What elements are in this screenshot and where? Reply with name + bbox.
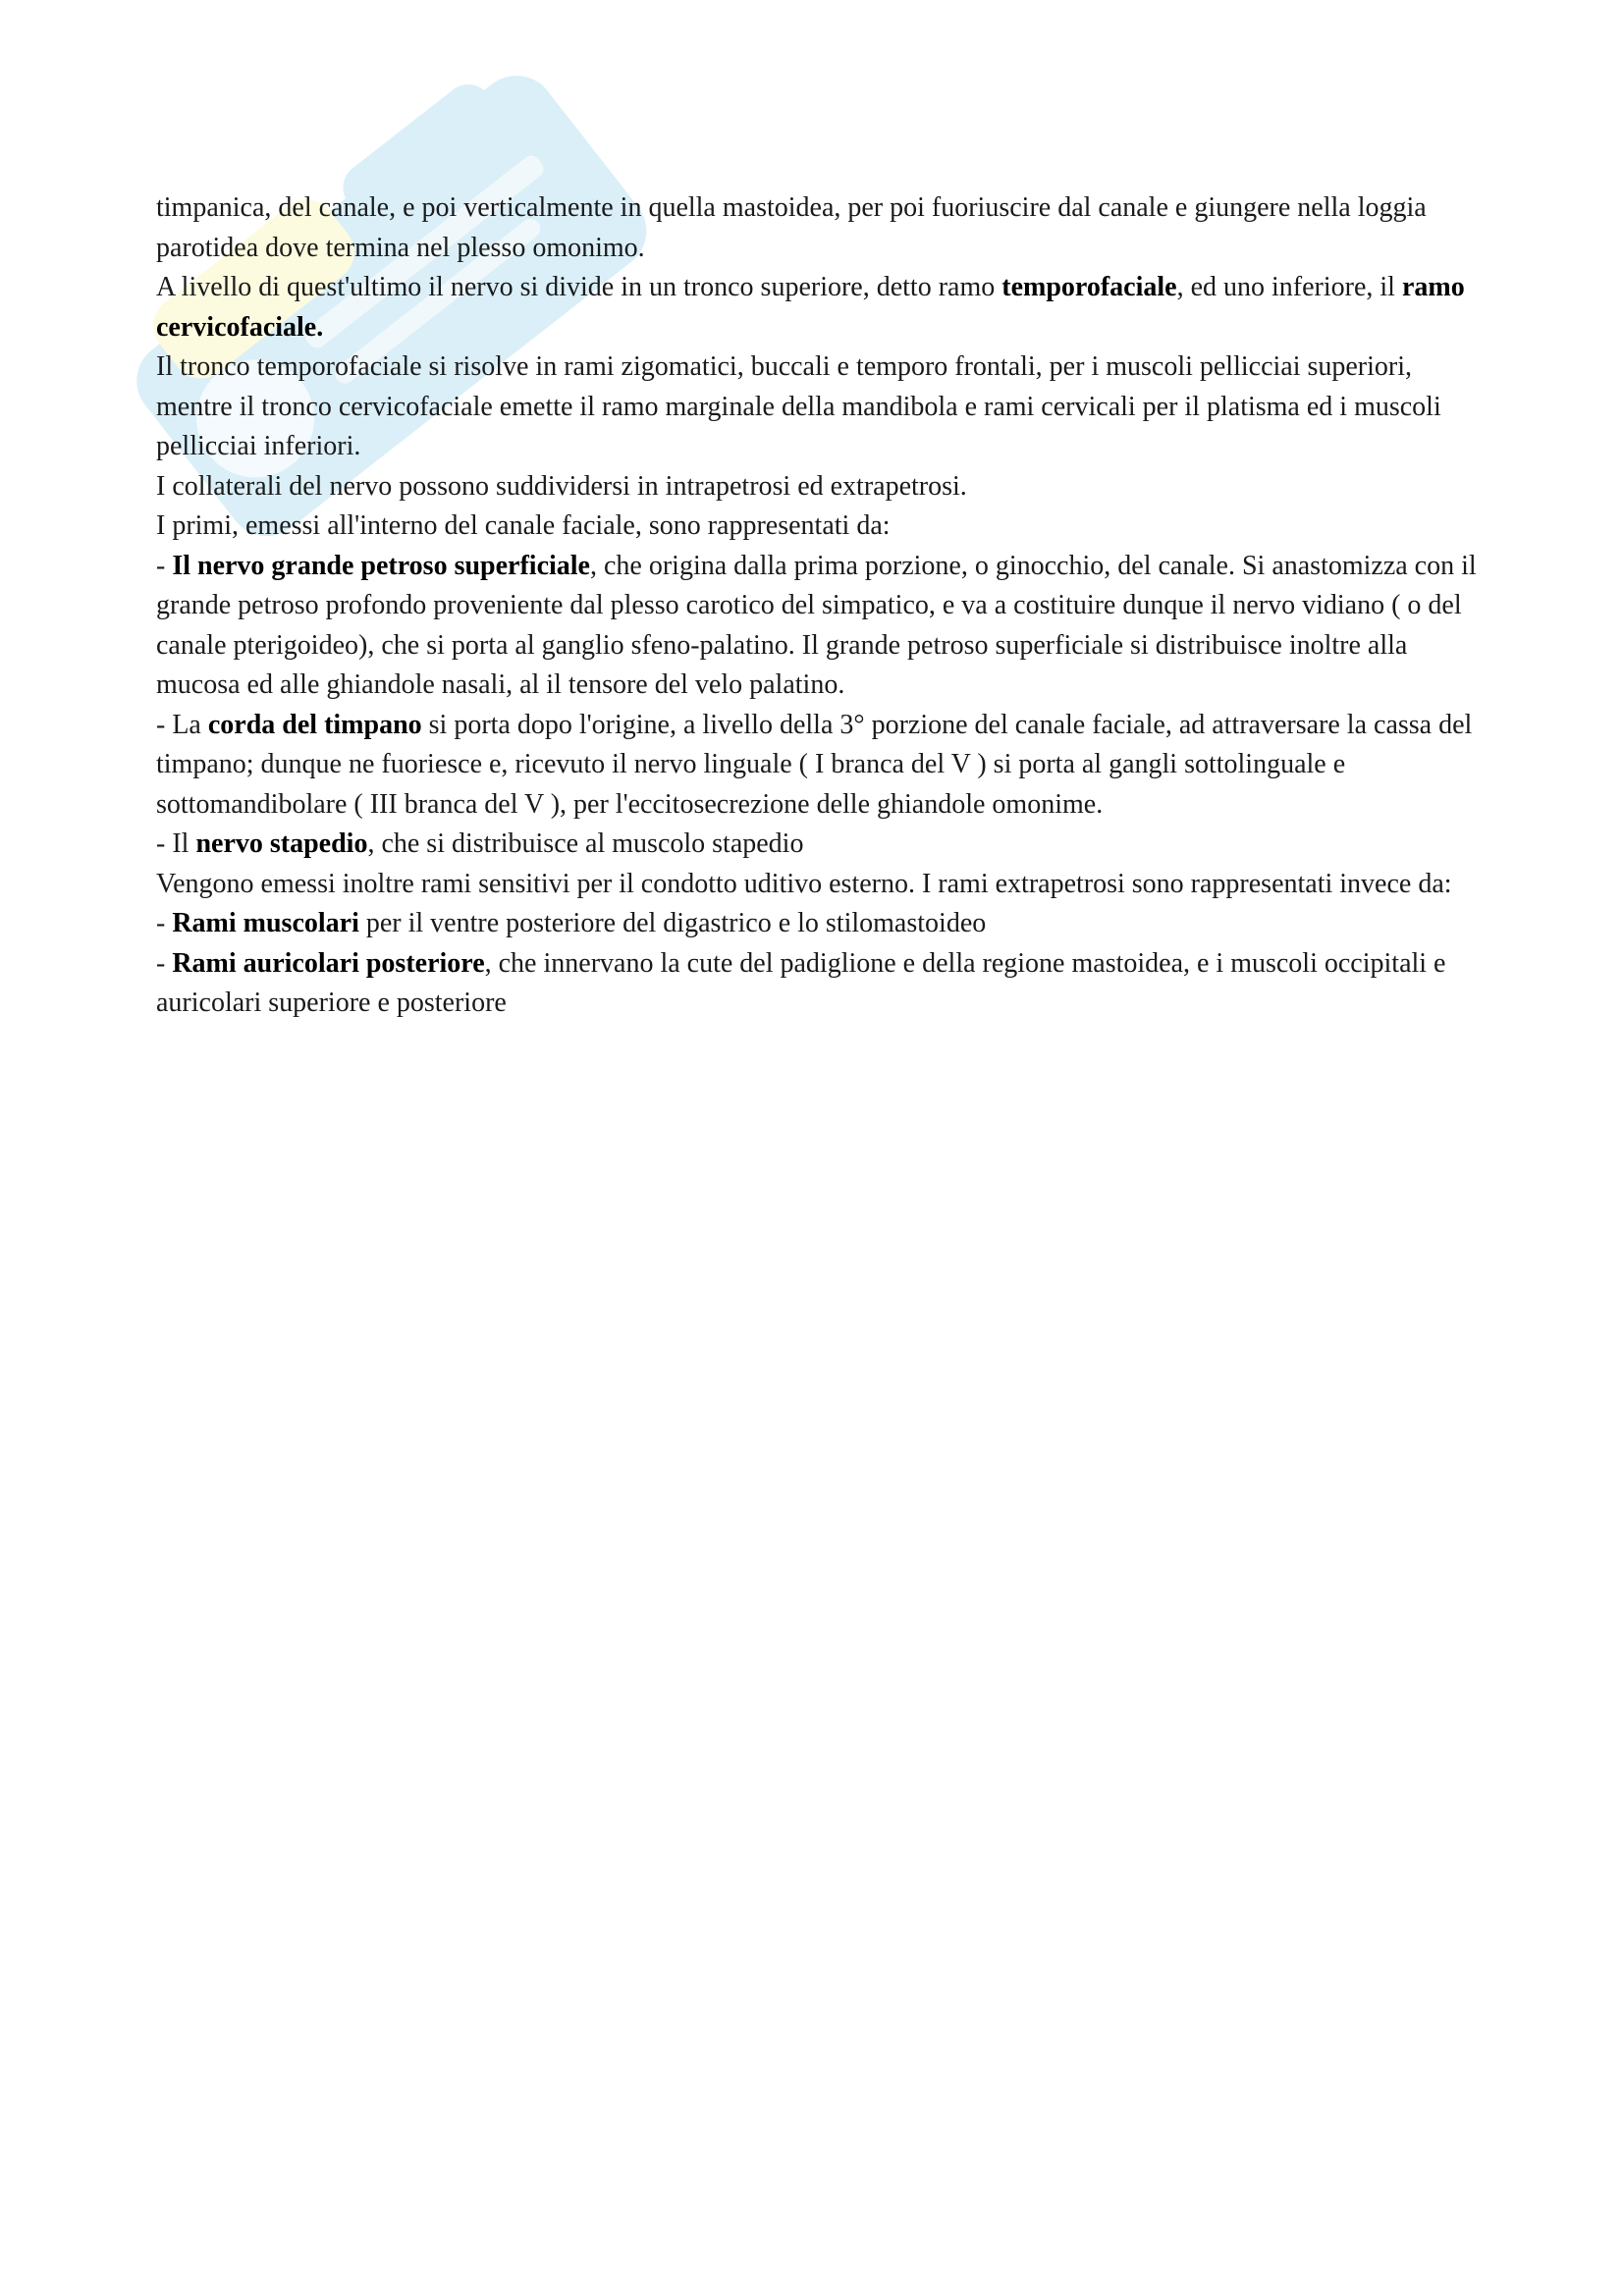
paragraph — [156, 904, 1482, 944]
bold-term: Il nervo grande petroso superficiale — [172, 550, 590, 581]
text-run: Il tronco temporofaciale si risolve in rami zigomatici, buccali e temporo frontali, per i muscoli pellicciai superiori, mentre il tronco cervicofaciale emette il ramo marginale della mandibola e rami cervicali per il platisma ed i muscoli pellicciai inferiori. — [156, 351, 1441, 461]
text-run: si porta dopo l'origine, a livello della 3° porzione del canale faciale, ad attraversare la cassa del timpano; dunque ne fuoriesce e, ricevuto il nervo linguale ( I branca del V ) si porta al gangli sottolinguale e sottomandibolare ( III branca del V ), per l'eccitosecrezione delle ghiandole omonime. — [156, 709, 1473, 820]
text-run: , ed uno inferiore, il — [1176, 272, 1402, 302]
text-run: - Il — [156, 828, 196, 859]
bold-term: Rami auricolari posteriore — [172, 947, 485, 979]
text-run: , che origina dalla prima porzione, o ginocchio, del canale. Si anastomizza con il grande petroso profondo proveniente dal plesso carotico del simpatico, e va a costituire dunque il nervo vidiano ( o del canale pterigoideo), che si porta al ganglio sfeno-palatino. Il grande petroso superficiale si distribuisce inoltre alla mucosa ed alle ghiandole nasali, al il tensore del velo palatino. — [156, 550, 1477, 700]
paragraph — [156, 944, 1482, 1024]
paragraph — [156, 865, 1482, 905]
document-body — [156, 188, 1482, 1024]
bold-term: Rami muscolari — [172, 908, 359, 938]
paragraph — [156, 547, 1482, 706]
bold-term: corda del timpano — [207, 709, 422, 740]
paragraph — [156, 507, 1482, 547]
paragraph — [156, 706, 1482, 826]
paragraph — [156, 268, 1482, 347]
text-run: I primi, emessi all'interno del canale faciale, sono rappresentati da: — [156, 510, 891, 541]
paragraph — [156, 825, 1482, 865]
text-run: - La — [156, 709, 208, 740]
text-run: I collaterali del nervo possono suddividersi in intrapetrosi ed extrapetrosi. — [156, 470, 967, 502]
text-run: - — [156, 550, 173, 581]
text-run: Vengono emessi inoltre rami sensitivi per il condotto uditivo esterno. I rami extrapetrosi sono rappresentati invece da: — [156, 868, 1452, 899]
paragraph — [156, 467, 1482, 507]
text-run: - — [156, 908, 173, 938]
text-run: per il ventre posteriore del digastrico e lo stilomastoideo — [358, 908, 987, 938]
bold-term: nervo stapedio — [195, 828, 368, 859]
paragraph — [156, 347, 1482, 467]
text-run: , che si distribuisce al muscolo stapedio — [367, 828, 804, 859]
text-run: - — [156, 947, 173, 979]
text-run: , che innervano la cute del padiglione e della regione mastoidea, e i muscoli occipitali e auricolari superiore e posteriore — [156, 947, 1446, 1018]
paragraph — [156, 188, 1482, 268]
bold-term: temporofaciale — [1001, 272, 1177, 302]
bold-term: ramo cervicofaciale. — [156, 272, 1465, 343]
text-run: timpanica, del canale, e poi verticalmente in quella mastoidea, per poi fuoriuscire dal canale e giungere nella loggia parotidea dove termina nel plesso omonimo. — [156, 192, 1427, 263]
text-run: A livello di quest'ultimo il nervo si divide in un tronco superiore, detto ramo — [156, 272, 1002, 302]
